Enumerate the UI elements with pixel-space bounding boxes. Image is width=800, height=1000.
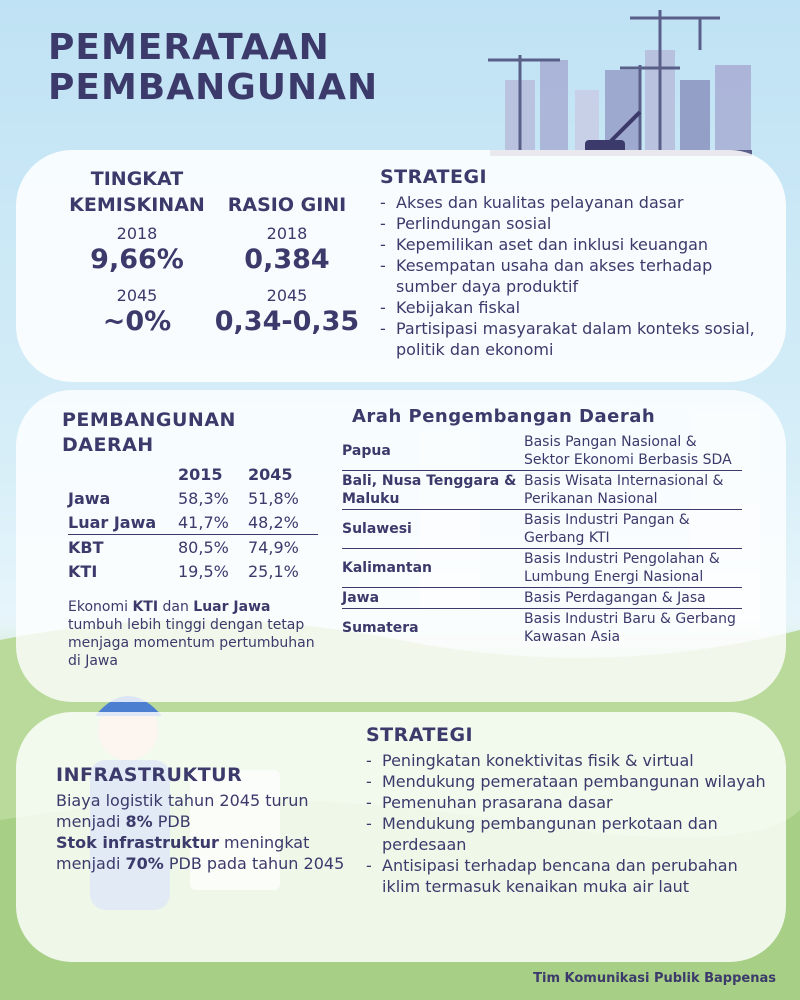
table-row	[68, 535, 318, 560]
arah-table	[342, 432, 742, 647]
table-row	[342, 549, 742, 588]
arah-region: Jawa	[342, 588, 524, 609]
pembangunan-daerah-heading	[62, 408, 236, 458]
infrastruktur-stok: Stok infrastruktur meningkat menjadi 70% PDB pada tahun 2045	[56, 833, 345, 873]
arah-desc: Basis Pangan Nasional & Sektor Ekonomi Berbasis SDA	[524, 434, 732, 468]
strategi1-section	[380, 166, 770, 360]
kemiskinan-heading-line1: TINGKAT	[90, 168, 184, 190]
pd-row-label: KTI	[68, 561, 98, 581]
arah-desc: Basis Wisata Internasional & Perikanan Nasional	[524, 471, 742, 510]
infrastruktur-section	[56, 764, 348, 874]
arah-desc: Basis Industri Pangan & Gerbang KTI	[524, 510, 742, 549]
pd-row-label: Jawa	[68, 488, 111, 508]
pd-heading-line1: PEMBANGUNAN	[62, 409, 236, 431]
table-row	[342, 588, 742, 609]
gini-year1: 2018	[266, 224, 308, 243]
kemiskinan-heading-line2: KEMISKINAN	[69, 194, 205, 216]
credit-text: Tim Komunikasi Publik Bappenas	[533, 971, 776, 986]
strategi1-heading: STRATEGI	[380, 166, 488, 188]
arah-region: Sumatera	[342, 609, 524, 648]
strategi2-item: - Peningkatan konektivitas fisik & virtual	[366, 750, 766, 771]
strategi1-item: - Kebijakan fiskal	[380, 297, 770, 318]
pd-header-row	[68, 462, 318, 486]
title-line1: PEMERATAAN	[48, 27, 330, 68]
strategi2-item: - Antisipasi terhadap bencana dan perubahan iklim termasuk kenaikan muka air laut	[366, 855, 766, 897]
strategi1-item: - Partisipasi masyarakat dalam konteks sosial, politik dan ekonomi	[380, 318, 770, 360]
arah-region: Kalimantan	[342, 549, 524, 588]
arah-desc: Basis Industri Pengolahan & Lumbung Energi Nasional	[524, 549, 742, 588]
table-row	[342, 471, 742, 510]
kemiskinan-value1: 9,66%	[90, 244, 184, 275]
pd-row-label: Luar Jawa	[68, 512, 157, 532]
pd-row-2015: 80,5%	[178, 535, 248, 560]
table-row	[342, 510, 742, 549]
pd-col-2015: 2015	[178, 464, 223, 484]
pembangunan-daerah-table	[68, 462, 318, 583]
kemiskinan-year1: 2018	[116, 224, 158, 243]
strategi1-item: - Perlindungan sosial	[380, 213, 770, 234]
strategi1-item: - Kesempatan usaha dan akses terhadap sumber daya produktif	[380, 255, 770, 297]
gini-heading: RASIO GINI	[227, 194, 347, 216]
pd-row-2045: 51,8%	[248, 488, 299, 508]
pd-row-2045: 25,1%	[248, 561, 299, 581]
pd-heading-line2: DAERAH	[62, 434, 154, 456]
city-skyline-illustration	[505, 50, 751, 150]
arah-region: Sulawesi	[342, 510, 524, 549]
infrastruktur-heading: INFRASTRUKTUR	[56, 764, 243, 786]
gini-value1: 0,384	[244, 244, 330, 275]
arah-desc: Basis Perdagangan & Jasa	[524, 588, 742, 609]
strategi2-heading: STRATEGI	[366, 724, 474, 746]
pd-note: Ekonomi KTI dan Luar Jawa tumbuh lebih tinggi dengan tetap menjaga momentum pertumbuhan di Jawa	[68, 599, 315, 669]
strategi1-item: - Akses dan kualitas pelayanan dasar	[380, 192, 770, 213]
strategi2-item: - Pemenuhan prasarana dasar	[366, 792, 766, 813]
strategi2-list	[366, 750, 766, 897]
kemiskinan-year2: 2045	[116, 286, 158, 305]
table-row	[68, 559, 318, 583]
arah-heading: Arah Pengembangan Daerah	[352, 406, 656, 427]
table-row	[342, 432, 742, 471]
page-title	[48, 28, 378, 108]
pd-col-2045: 2045	[248, 464, 293, 484]
gini-value2: 0,34-0,35	[214, 306, 360, 337]
table-row	[342, 609, 742, 648]
strategi2-item: - Mendukung pemerataan pembangunan wilayah	[366, 771, 766, 792]
table-row	[68, 510, 318, 535]
infrastruktur-logistik: Biaya logistik tahun 2045 turun menjadi 8% PDB	[56, 791, 309, 831]
pd-row-2015: 19,5%	[178, 561, 229, 581]
strategi2-item: - Mendukung pembangunan perkotaan dan perdesaan	[366, 813, 766, 855]
arah-region: Papua	[342, 443, 391, 459]
gini-year2: 2045	[266, 286, 308, 305]
title-line2: PEMBANGUNAN	[48, 67, 379, 108]
pd-row-label: KBT	[68, 535, 178, 560]
kemiskinan-value2: ~0%	[102, 306, 172, 337]
strategi1-item: - Kepemilikan aset dan inklusi keuangan	[380, 234, 770, 255]
arah-region: Bali, Nusa Tenggara & Maluku	[342, 471, 524, 510]
arah-desc: Basis Industri Baru & Gerbang Kawasan Asia	[524, 609, 742, 648]
pd-row-2015: 41,7%	[178, 512, 229, 532]
table-row	[68, 486, 318, 510]
kemiskinan-heading	[62, 166, 212, 218]
strategi2-section	[366, 724, 766, 897]
pd-row-2045: 74,9%	[248, 535, 318, 560]
strategi1-list	[380, 192, 770, 360]
pd-row-2015: 58,3%	[178, 488, 229, 508]
pd-row-2045: 48,2%	[248, 512, 299, 532]
